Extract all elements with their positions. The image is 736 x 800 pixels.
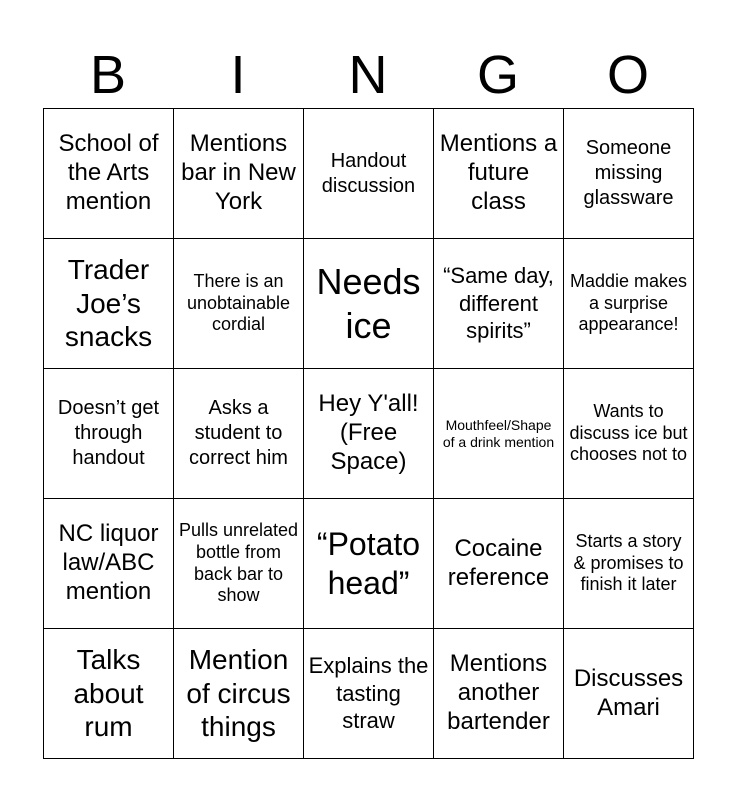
- bingo-board: [43, 108, 694, 759]
- bingo-cell[interactable]: Discusses Amari: [564, 629, 694, 759]
- bingo-cell[interactable]: “Same day, different spirits”: [434, 239, 564, 369]
- bingo-cell[interactable]: Wants to discuss ice but chooses not to: [564, 369, 694, 499]
- bingo-cell[interactable]: Asks a student to correct him: [174, 369, 304, 499]
- bingo-cell[interactable]: Talks about rum: [44, 629, 174, 759]
- bingo-cell[interactable]: Maddie makes a surprise appearance!: [564, 239, 694, 369]
- bingo-cell[interactable]: Cocaine reference: [434, 499, 564, 629]
- board-row: [44, 499, 694, 629]
- header-letter-b: B: [89, 45, 127, 105]
- bingo-cell[interactable]: Pulls unrelated bottle from back bar to show: [174, 499, 304, 629]
- bingo-cell[interactable]: “Potato head”: [304, 499, 434, 629]
- header-letter-n: N: [348, 45, 388, 105]
- bingo-cell[interactable]: Handout discussion: [304, 109, 434, 239]
- bingo-cell[interactable]: Mentions a future class: [434, 109, 564, 239]
- bingo-cell[interactable]: Trader Joe’s snacks: [44, 239, 174, 369]
- bingo-header: [43, 42, 693, 108]
- bingo-cell[interactable]: Mentions another bartender: [434, 629, 564, 759]
- bingo-cell[interactable]: Starts a story & promises to finish it later: [564, 499, 694, 629]
- bingo-cell[interactable]: Needs ice: [304, 239, 434, 369]
- bingo-cell[interactable]: There is an unobtainable cordial: [174, 239, 304, 369]
- header-letter-g: G: [476, 45, 519, 105]
- bingo-cell[interactable]: Doesn’t get through handout: [44, 369, 174, 499]
- board-row: [44, 629, 694, 759]
- bingo-cell[interactable]: Someone missing glassware: [564, 109, 694, 239]
- bingo-cell[interactable]: Explains the tasting straw: [304, 629, 434, 759]
- board-row: [44, 109, 694, 239]
- header-letter-i: I: [230, 45, 246, 105]
- header-letter-o: O: [606, 45, 649, 105]
- bingo-cell[interactable]: School of the Arts mention: [44, 109, 174, 239]
- bingo-cell[interactable]: NC liquor law/ABC mention: [44, 499, 174, 629]
- bingo-cell[interactable]: Mouthfeel/Shape of a drink mention: [434, 369, 564, 499]
- bingo-cell[interactable]: Mentions bar in New York: [174, 109, 304, 239]
- bingo-cell[interactable]: Mention of circus things: [174, 629, 304, 759]
- free-space-cell[interactable]: Hey Y'all! (Free Space): [304, 369, 434, 499]
- board-row: [44, 239, 694, 369]
- board-row: [44, 369, 694, 499]
